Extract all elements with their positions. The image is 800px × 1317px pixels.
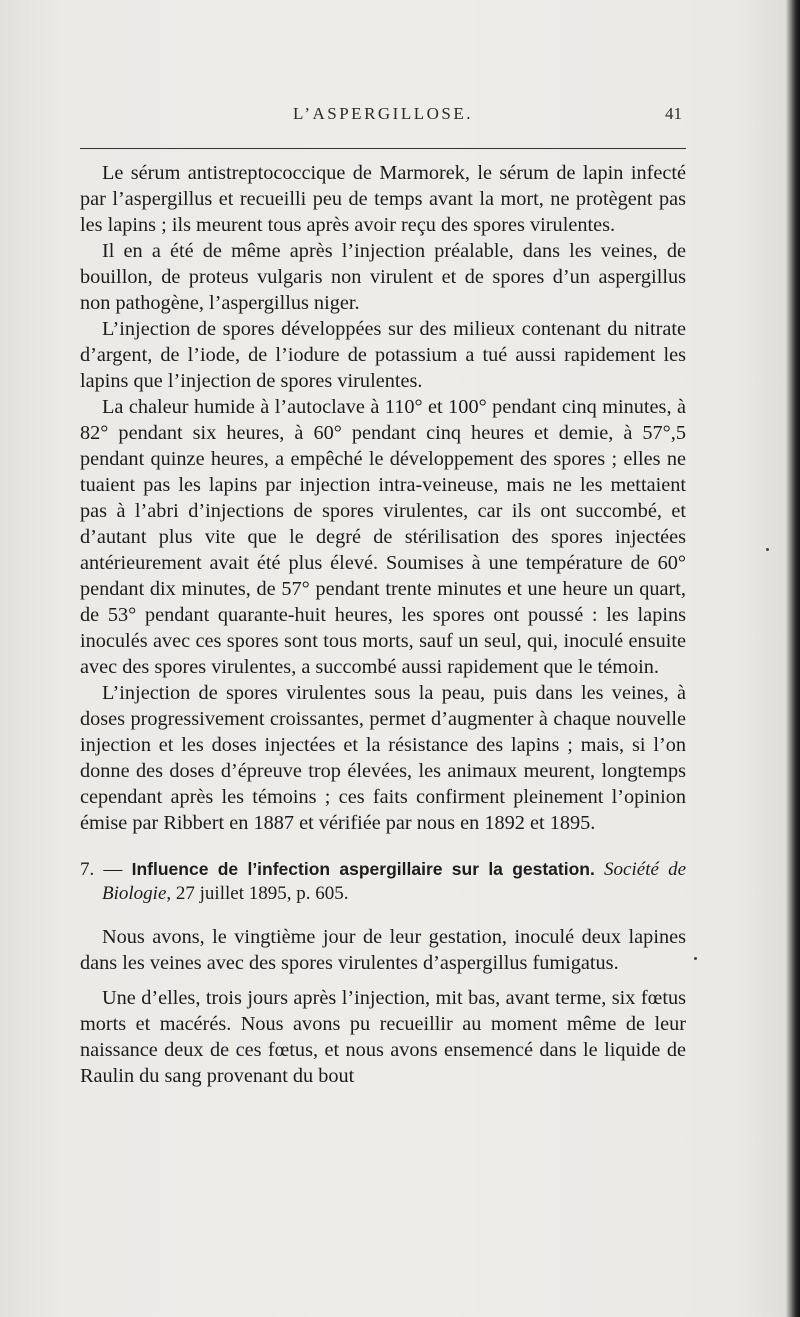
page-header bbox=[80, 100, 686, 130]
paragraph: L’injection de spores développées sur des milieux contenant du nitrate d’argent, de l’iode, de l’iodure de potassium a tué aussi rapidement les lapins que l’injection de spores virulentes. bbox=[80, 318, 686, 392]
body-text bbox=[80, 160, 686, 1089]
header-rule bbox=[80, 148, 686, 149]
paragraph: Il en a été de même après l’injection préalable, dans les veines, de bouillon, de proteus vulgaris non virulent et de spores d’un aspergillus non pathogène, l’aspergillus niger. bbox=[80, 240, 686, 314]
paragraph: L’injection de spores virulentes sous la peau, puis dans les veines, à doses progressivement croissantes, permet d’augmenter à chaque nouvelle injection et les doses injectées et la résistance des lapins ; mais, si l’on donne des doses d’épreuve trop élevées, les animaux meurent, longtemps cependant après les témoins ; ces faits confirment pleinement l’opinion émise par Ribbert en 1887 et vérifiée par nous en 1892 et 1895. bbox=[80, 682, 686, 834]
running-title: L’ASPERGILLOSE. bbox=[293, 104, 473, 123]
page-edge-shadow bbox=[786, 0, 800, 1317]
scan-speck bbox=[766, 548, 769, 551]
page-number: 41 bbox=[665, 104, 682, 123]
paragraph: Une d’elles, trois jours après l’injection, mit bas, avant terme, six fœtus morts et macérés. Nous avons pu recueillir au moment même de leur naissance deux de ces fœtus, et nous avons ensemencé dans le liquide de Raulin du sang provenant du bout bbox=[80, 987, 686, 1087]
paragraph: Le sérum antistreptococcique de Marmorek, le sérum de lapin infecté par l’aspergillus et recueilli peu de temps avant la mort, ne protègent pas les lapins ; ils meurent tous après avoir reçu des spores virulentes. bbox=[80, 162, 686, 236]
paragraph: Nous avons, le vingtième jour de leur gestation, inoculé deux lapines dans les veines avec des spores virulentes d’aspergillus fumigatus. bbox=[80, 926, 686, 974]
reference-title: Influence de l’infection aspergillaire sur la gestation. bbox=[131, 859, 595, 879]
reference-entry bbox=[80, 857, 686, 906]
reference-journal: Société de Biologie bbox=[102, 859, 687, 904]
paragraph: La chaleur humide à l’autoclave à 110° et 100° pendant cinq minutes, à 82° pendant six heures, à 60° pendant cinq heures et demie, à 57°,5 pendant quinze heures, a empêché le développement des spores ; elles ne tuaient pas les lapins par injection intra-veineuse, mais ne les mettaient pas à l’abri d’injections de spores virulentes, car ils ont succombé, et d’autant plus vite que le degré de stérilisation des spores injectées antérieurement avait été plus élevé. Soumises à une température de 60° pendant dix minutes, de 57° pendant trente minutes et une heure un quart, de 53° pendant quarante-huit heures, les spores ont poussé : les lapins inoculés avec ces spores sont tous morts, sauf un seul, qui, inoculé ensuite avec des spores virulentes, a succombé aussi rapidement que le témoin. bbox=[80, 396, 686, 678]
reference-details: , 27 juillet 1895, p. 605. bbox=[166, 883, 349, 904]
scan-speck bbox=[694, 957, 697, 960]
reference-number: 7. — bbox=[80, 859, 132, 880]
